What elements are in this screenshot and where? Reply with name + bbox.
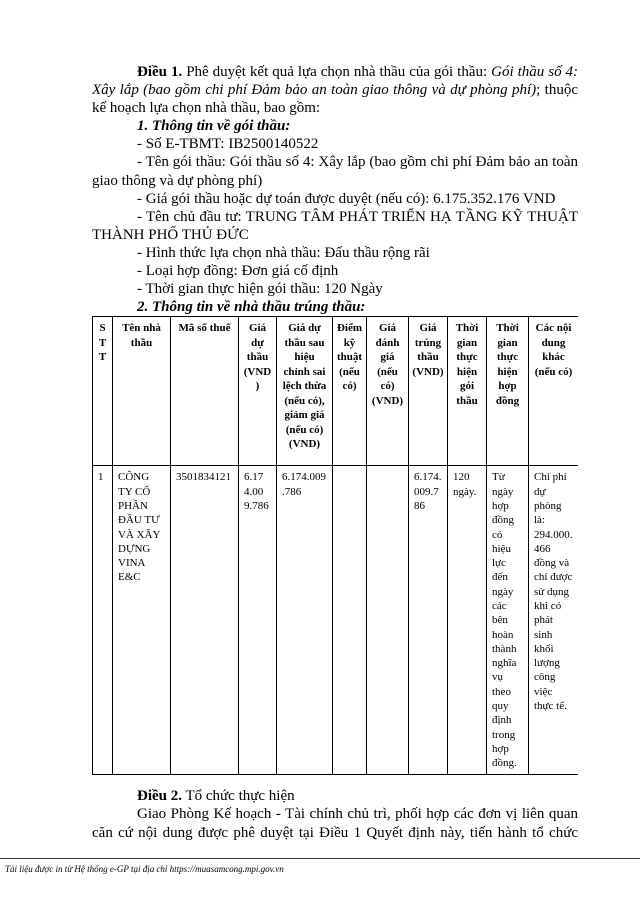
section-1-title: 1. Thông tin về gói thầu: xyxy=(137,118,291,135)
cell-winning-price: 6.174.009.786 xyxy=(409,466,448,775)
header-stt: STT xyxy=(93,317,113,466)
cell-adjusted-bid-price: 6.174.009.786 xyxy=(277,466,333,775)
header-bid-price: Giá dự thầu (VND) xyxy=(239,317,277,466)
section-2-title: 2. Thông tin về nhà thầu trúng thầu: xyxy=(137,299,366,316)
article-2-body: Giao Phòng Kế hoạch - Tài chính chủ trì, phối hợp các đơn vị liên quan căn cứ nội dung được phê duyệt tại Điều 1 Quyết định này, tiến hành tổ chức xyxy=(92,806,578,841)
cell-bid-price: 6.174.009.786 xyxy=(239,466,277,775)
article-1-intro-end: ; thuộc kế hoạch lựa chọn nhà thầu, bao gồm: xyxy=(92,82,578,117)
header-package-duration: Thời gian thực hiện gói thầu xyxy=(448,317,487,466)
cell-stt: 1 xyxy=(93,466,113,775)
cell-tax-code: 3501834121 xyxy=(171,466,239,775)
article-2-heading xyxy=(92,787,578,805)
article-1-label: Điều 1. xyxy=(137,64,183,80)
footer-divider xyxy=(0,858,640,859)
info-package-price: - Giá gói thầu hoặc dự toán được duyệt (nếu có): 6.175.352.176 VND xyxy=(137,190,556,207)
footer-source-note: Tài liệu được in từ Hệ thống e-GP tại địa chỉ https://muasamcong.mpi.gov.vn xyxy=(5,864,284,874)
header-contract-duration: Thời gian thực hiện hợp đồng xyxy=(487,317,529,466)
article-1-paragraph xyxy=(92,63,578,117)
header-tax-code: Mã số thuế xyxy=(171,317,239,466)
cell-evaluated-price xyxy=(367,466,409,775)
cell-package-duration: 120 ngày. xyxy=(448,466,487,775)
header-adjusted-bid-price: Giá dự thầu sau hiệu chỉnh sai lệch thừa (nếu có), giảm giá (nếu có) (VND) xyxy=(277,317,333,466)
header-contractor-name: Tên nhà thầu xyxy=(113,317,171,466)
cell-contract-duration: Từ ngày hợp đồng có hiệu lực đến ngày các bên hoàn thành nghĩa vụ theo quy định trong hợp đồng. xyxy=(487,466,529,775)
info-package-name: - Tên gói thầu: Gói thầu số 4: Xây lắp (bao gồm chi phí Đảm bảo an toàn giao thông và dự phòng phí) xyxy=(92,154,578,189)
header-other-content: Các nội dung khác (nếu có) xyxy=(529,317,579,466)
document-body xyxy=(92,63,578,848)
header-evaluated-price: Giá đánh giá (nếu có) (VND) xyxy=(367,317,409,466)
cell-technical-score xyxy=(333,466,367,775)
cell-other-content: Chi phí dự phòng là: 294.000.466 đồng và chỉ được sử dụng khi có phát sinh khối lượng công việc thực tế. xyxy=(529,466,579,775)
header-winning-price: Giá trúng thầu (VND) xyxy=(409,317,448,466)
article-1-intro: Phê duyệt kết quả lựa chọn nhà thầu của gói thầu: xyxy=(186,64,488,80)
article-2-title: Tổ chức thực hiện xyxy=(185,788,295,805)
winning-contractor-table xyxy=(92,316,578,775)
info-duration: - Thời gian thực hiện gói thầu: 120 Ngày xyxy=(137,281,383,298)
table-header-row xyxy=(93,317,579,466)
header-technical-score: Điểm kỹ thuật (nếu có) xyxy=(333,317,367,466)
article-2-label: Điều 2. xyxy=(137,788,182,805)
package-name-italic: Gói thầu số 4: Xây lắp (bao gồm chi phí Đảm bảo an toàn giao thông và dự phòng phí) xyxy=(92,64,578,99)
info-selection-method: - Hình thức lựa chọn nhà thầu: Đấu thầu rộng rãi xyxy=(137,244,430,261)
info-contract-type: - Loại hợp đồng: Đơn giá cố định xyxy=(137,263,339,280)
info-tbmt-number: - Số E-TBMT: IB2500140522 xyxy=(137,136,319,153)
article-2-section xyxy=(92,787,578,841)
table-row xyxy=(93,466,579,775)
info-investor: - Tên chủ đầu tư: TRUNG TÂM PHÁT TRIỂN HẠ TẦNG KỸ THUẬT THÀNH PHỐ THỦ ĐỨC xyxy=(92,208,578,243)
cell-contractor-name: CÔNG TY CỔ PHẦN ĐẦU TƯ VÀ XÂY DỰNG VINA E&C xyxy=(113,466,171,775)
